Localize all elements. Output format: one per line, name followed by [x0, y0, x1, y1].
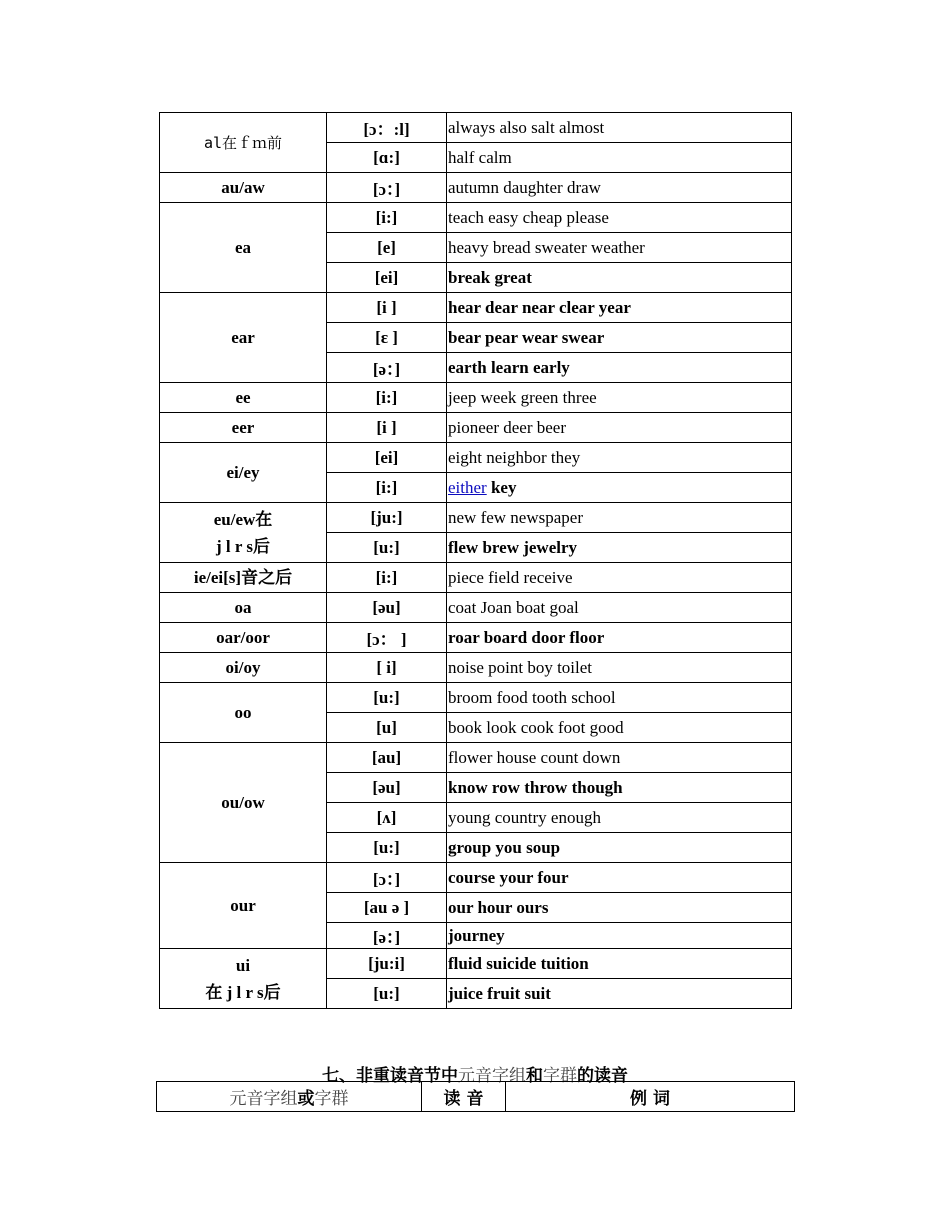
table-row: [160, 623, 792, 653]
example-words-cell: bear pear wear swear: [447, 323, 792, 353]
example-words-cell: earth learn early: [447, 353, 792, 383]
title-part: 字群: [543, 1066, 577, 1086]
phonetic-cell: [i:]: [327, 563, 447, 593]
example-words-cell: [447, 473, 792, 503]
phonetic-cell: [ɔ：]: [327, 173, 447, 203]
letter-group-cell: [160, 503, 327, 563]
header-text: 元音字组: [229, 1089, 298, 1109]
example-words-cell: our hour ours: [447, 893, 792, 923]
phonetic-cell: [ i]: [327, 653, 447, 683]
header-letter-group: [157, 1082, 422, 1112]
example-words-cell: flew brew jewelry: [447, 533, 792, 563]
phonetic-cell: [ə：]: [327, 923, 447, 949]
table-row: [160, 593, 792, 623]
example-words-cell: jeep week green three: [447, 383, 792, 413]
letter-group-cell: oar/oor: [160, 623, 327, 653]
table-row: [160, 293, 792, 323]
letter-group-cell: oa: [160, 593, 327, 623]
example-words-cell: roar board door floor: [447, 623, 792, 653]
example-words-cell: always also salt almost: [447, 113, 792, 143]
header-examples: 例 词: [506, 1082, 795, 1112]
phonetic-cell: [i:]: [327, 203, 447, 233]
title-part: 的读音: [577, 1066, 628, 1086]
example-words-cell: know row throw though: [447, 773, 792, 803]
letter-group-cell: ee: [160, 383, 327, 413]
header-text: 字群: [314, 1089, 349, 1109]
phonetic-cell: [əu]: [327, 773, 447, 803]
phonetic-cell: [ɑ:]: [327, 143, 447, 173]
title-part: 和: [526, 1066, 543, 1086]
example-words-cell: young country enough: [447, 803, 792, 833]
unstressed-syllable-table-header: [156, 1081, 795, 1112]
phonetic-cell: [u:]: [327, 683, 447, 713]
example-word: key: [490, 477, 517, 497]
phonetic-cell: [i ]: [327, 413, 447, 443]
example-words-cell: noise point boy toilet: [447, 653, 792, 683]
letter-group-cell: al在ｆｍ前: [160, 113, 327, 173]
letter-group-cell: ear: [160, 293, 327, 383]
example-words-cell: half calm: [447, 143, 792, 173]
letter-group-cell: eer: [160, 413, 327, 443]
table-row: [160, 503, 792, 533]
phonetic-cell: [ɔ： ]: [327, 623, 447, 653]
example-words-cell: group you soup: [447, 833, 792, 863]
example-words-cell: autumn daughter draw: [447, 173, 792, 203]
letter-group-cell: au/aw: [160, 173, 327, 203]
letter-group-cell: ei/ey: [160, 443, 327, 503]
example-words-cell: journey: [447, 923, 792, 949]
example-words-cell: piece field receive: [447, 563, 792, 593]
phonetic-cell: [u:]: [327, 833, 447, 863]
table-row: [160, 653, 792, 683]
vowel-pronunciation-table: [159, 112, 792, 1009]
phonetic-cell: [i:]: [327, 473, 447, 503]
letter-group-cell: ou/ow: [160, 743, 327, 863]
letter-group-cell: oi/oy: [160, 653, 327, 683]
phonetic-cell: [u:]: [327, 979, 447, 1009]
header-text: 或: [297, 1089, 315, 1109]
table-row: [160, 443, 792, 473]
phonetic-cell: [au]: [327, 743, 447, 773]
phonetic-cell: [e]: [327, 233, 447, 263]
example-words-cell: juice fruit suit: [447, 979, 792, 1009]
example-words-cell: coat Joan boat goal: [447, 593, 792, 623]
letter-group-cell: ie/ei[s]音之后: [160, 563, 327, 593]
group-line: 在 j l r s后: [205, 982, 281, 1002]
table-row: [160, 949, 792, 979]
table-row: [160, 173, 792, 203]
phonetic-cell: [ei]: [327, 263, 447, 293]
phonetic-cell: [ʌ]: [327, 803, 447, 833]
phonetic-cell: [u:]: [327, 533, 447, 563]
phonetic-cell: [ə：]: [327, 353, 447, 383]
example-words-cell: fluid suicide tuition: [447, 949, 792, 979]
phonetic-cell: [ɔ：:l]: [327, 113, 447, 143]
phonetic-cell: [au ə ]: [327, 893, 447, 923]
phonetic-cell: [ɔ：]: [327, 863, 447, 893]
title-part: 七、非重读音节中: [322, 1066, 458, 1086]
table-row: [160, 863, 792, 893]
phonetic-cell: [ju:]: [327, 503, 447, 533]
phonetic-cell: [əu]: [327, 593, 447, 623]
example-words-cell: pioneer deer beer: [447, 413, 792, 443]
example-words-cell: new few newspaper: [447, 503, 792, 533]
letter-group-cell: [160, 949, 327, 1009]
table-row: [160, 683, 792, 713]
either-link[interactable]: either: [448, 477, 487, 497]
example-words-cell: flower house count down: [447, 743, 792, 773]
example-words-cell: hear dear near clear year: [447, 293, 792, 323]
table-header-row: [157, 1082, 795, 1112]
example-words-cell: eight neighbor they: [447, 443, 792, 473]
example-words-cell: book look cook foot good: [447, 713, 792, 743]
table-row: [160, 563, 792, 593]
phonetic-cell: [i ]: [327, 293, 447, 323]
letter-group-cell: oo: [160, 683, 327, 743]
group-line: eu/ew在: [213, 509, 273, 529]
example-words-cell: teach easy cheap please: [447, 203, 792, 233]
letter-group-cell: ea: [160, 203, 327, 293]
phonetic-cell: [ju:i]: [327, 949, 447, 979]
group-line: j l r s后: [216, 536, 270, 556]
example-words-cell: course your four: [447, 863, 792, 893]
table-row: [160, 743, 792, 773]
example-words-cell: break great: [447, 263, 792, 293]
group-line: ui: [235, 955, 251, 975]
table-row: [160, 413, 792, 443]
header-pronunciation: 读 音: [422, 1082, 506, 1112]
letter-group-cell: our: [160, 863, 327, 949]
example-words-cell: broom food tooth school: [447, 683, 792, 713]
phonetic-cell: [i:]: [327, 383, 447, 413]
table-row: [160, 203, 792, 233]
title-part: 元音字组: [458, 1066, 526, 1086]
phonetic-cell: [u]: [327, 713, 447, 743]
example-words-cell: heavy bread sweater weather: [447, 233, 792, 263]
table-row: [160, 383, 792, 413]
phonetic-cell: [ɛ ]: [327, 323, 447, 353]
table-row: [160, 113, 792, 143]
phonetic-cell: [ei]: [327, 443, 447, 473]
